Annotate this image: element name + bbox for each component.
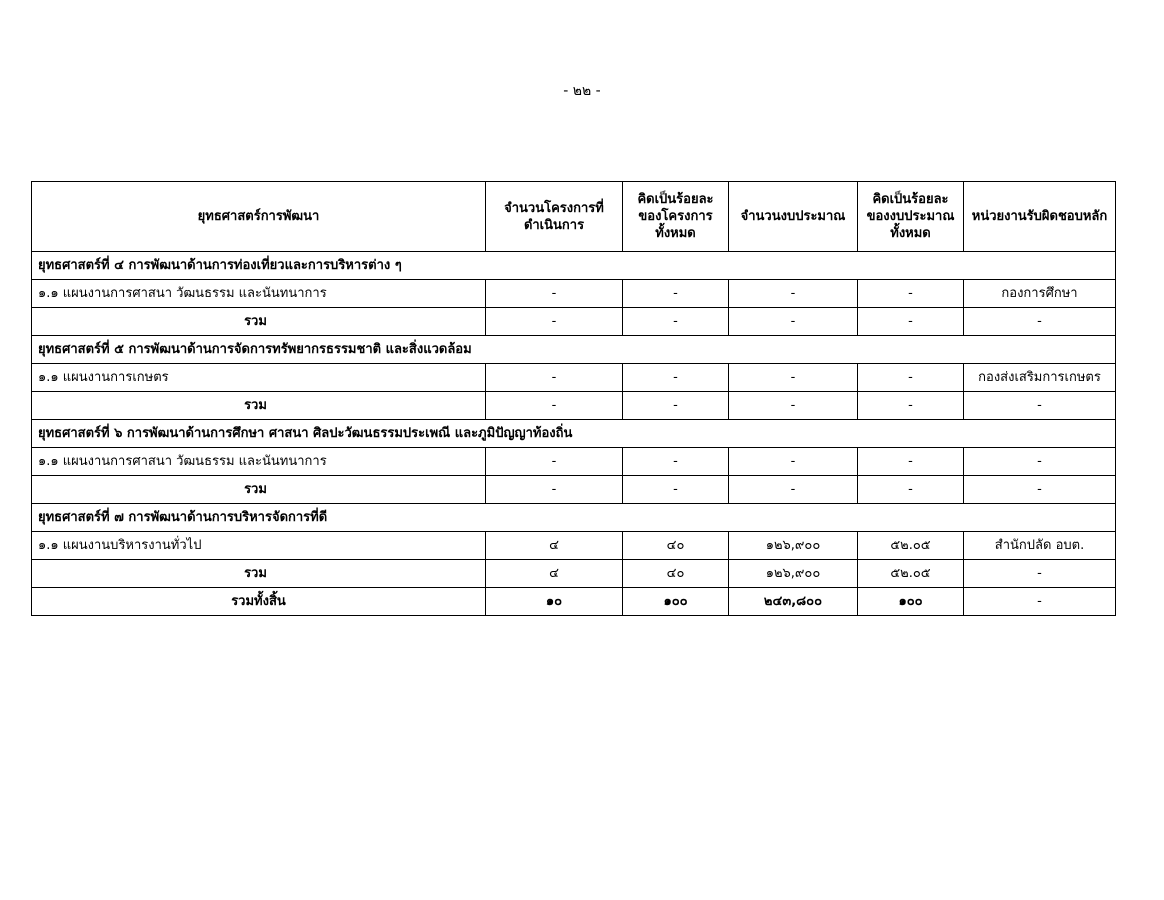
section-row xyxy=(32,420,1116,448)
page-number: - ๒๒ - xyxy=(563,83,601,99)
total-unit: - xyxy=(964,560,1116,588)
grand-total-budget-percent: ๑๐๐ xyxy=(858,588,964,616)
header-responsible-unit: หน่วยงานรับผิดชอบหลัก xyxy=(964,182,1116,252)
total-row xyxy=(32,560,1116,588)
item-unit: กองการศึกษา xyxy=(964,280,1116,308)
section-row xyxy=(32,504,1116,532)
section-row xyxy=(32,252,1116,280)
total-row xyxy=(32,308,1116,336)
item-budget: ๑๒๖,๙๐๐ xyxy=(729,532,858,560)
item-budget: - xyxy=(729,280,858,308)
section-row xyxy=(32,336,1116,364)
grand-total-count: ๑๐ xyxy=(486,588,623,616)
total-count: - xyxy=(486,476,623,504)
item-budget-percent: ๕๒.๐๕ xyxy=(858,532,964,560)
grand-total-label: รวมทั้งสิ้น xyxy=(32,588,486,616)
total-budget: ๑๒๖,๙๐๐ xyxy=(729,560,858,588)
item-budget-percent: - xyxy=(858,280,964,308)
table-row xyxy=(32,448,1116,476)
total-count-percent: - xyxy=(623,392,729,420)
total-count: - xyxy=(486,392,623,420)
item-count: - xyxy=(486,364,623,392)
section-title: ยุทธศาสตร์ที่ ๖ การพัฒนาด้านการศึกษา ศาสนา ศิลปะวัฒนธรรมประเพณี และภูมิปัญญาท้องถิ่น xyxy=(32,420,1116,448)
item-count-percent: - xyxy=(623,280,729,308)
total-unit: - xyxy=(964,392,1116,420)
total-count: ๔ xyxy=(486,560,623,588)
total-budget-percent: - xyxy=(858,308,964,336)
header-project-count: จำนวนโครงการที่ดำเนินการ xyxy=(486,182,623,252)
total-row xyxy=(32,476,1116,504)
table-row xyxy=(32,364,1116,392)
total-budget: - xyxy=(729,308,858,336)
table-header-row xyxy=(32,182,1116,252)
item-count-percent: - xyxy=(623,448,729,476)
total-count-percent: - xyxy=(623,476,729,504)
grand-total-budget: ๒๔๓,๘๐๐ xyxy=(729,588,858,616)
item-budget-percent: - xyxy=(858,448,964,476)
total-label: รวม xyxy=(32,392,486,420)
item-count: - xyxy=(486,280,623,308)
grand-total-unit: - xyxy=(964,588,1116,616)
total-label: รวม xyxy=(32,308,486,336)
item-name: ๑.๑ แผนงานการเกษตร xyxy=(32,364,486,392)
item-budget: - xyxy=(729,448,858,476)
total-budget: - xyxy=(729,476,858,504)
header-strategy: ยุทธศาสตร์การพัฒนา xyxy=(32,182,486,252)
total-count: - xyxy=(486,308,623,336)
item-count: - xyxy=(486,448,623,476)
grand-total-count-percent: ๑๐๐ xyxy=(623,588,729,616)
item-count-percent: - xyxy=(623,364,729,392)
item-name: ๑.๑ แผนงานการศาสนา วัฒนธรรม และนันทนาการ xyxy=(32,280,486,308)
item-budget: - xyxy=(729,364,858,392)
total-budget: - xyxy=(729,392,858,420)
header-budget-percent: คิดเป็นร้อยละของงบประมาณทั้งหมด xyxy=(858,182,964,252)
item-unit: สำนักปลัด อบต. xyxy=(964,532,1116,560)
table-row xyxy=(32,280,1116,308)
total-unit: - xyxy=(964,476,1116,504)
header-budget: จำนวนงบประมาณ xyxy=(729,182,858,252)
header-project-percent: คิดเป็นร้อยละของโครงการทั้งหมด xyxy=(623,182,729,252)
item-name: ๑.๑ แผนงานการศาสนา วัฒนธรรม และนันทนาการ xyxy=(32,448,486,476)
table-row xyxy=(32,532,1116,560)
total-budget-percent: - xyxy=(858,392,964,420)
item-unit: กองส่งเสริมการเกษตร xyxy=(964,364,1116,392)
section-title: ยุทธศาสตร์ที่ ๗ การพัฒนาด้านการบริหารจัดการที่ดี xyxy=(32,504,1116,532)
item-count: ๔ xyxy=(486,532,623,560)
total-budget-percent: ๕๒.๐๕ xyxy=(858,560,964,588)
section-title: ยุทธศาสตร์ที่ ๔ การพัฒนาด้านการท่องเที่ยวและการบริหารต่าง ๆ xyxy=(32,252,1116,280)
total-unit: - xyxy=(964,308,1116,336)
strategy-summary-table xyxy=(31,181,1116,616)
total-label: รวม xyxy=(32,560,486,588)
item-count-percent: ๔๐ xyxy=(623,532,729,560)
item-budget-percent: - xyxy=(858,364,964,392)
total-row xyxy=(32,392,1116,420)
item-unit: - xyxy=(964,448,1116,476)
grand-total-row xyxy=(32,588,1116,616)
section-title: ยุทธศาสตร์ที่ ๕ การพัฒนาด้านการจัดการทรัพยากรธรรมชาติ และสิ่งแวดล้อม xyxy=(32,336,1116,364)
total-count-percent: ๔๐ xyxy=(623,560,729,588)
total-budget-percent: - xyxy=(858,476,964,504)
total-count-percent: - xyxy=(623,308,729,336)
item-name: ๑.๑ แผนงานบริหารงานทั่วไป xyxy=(32,532,486,560)
total-label: รวม xyxy=(32,476,486,504)
